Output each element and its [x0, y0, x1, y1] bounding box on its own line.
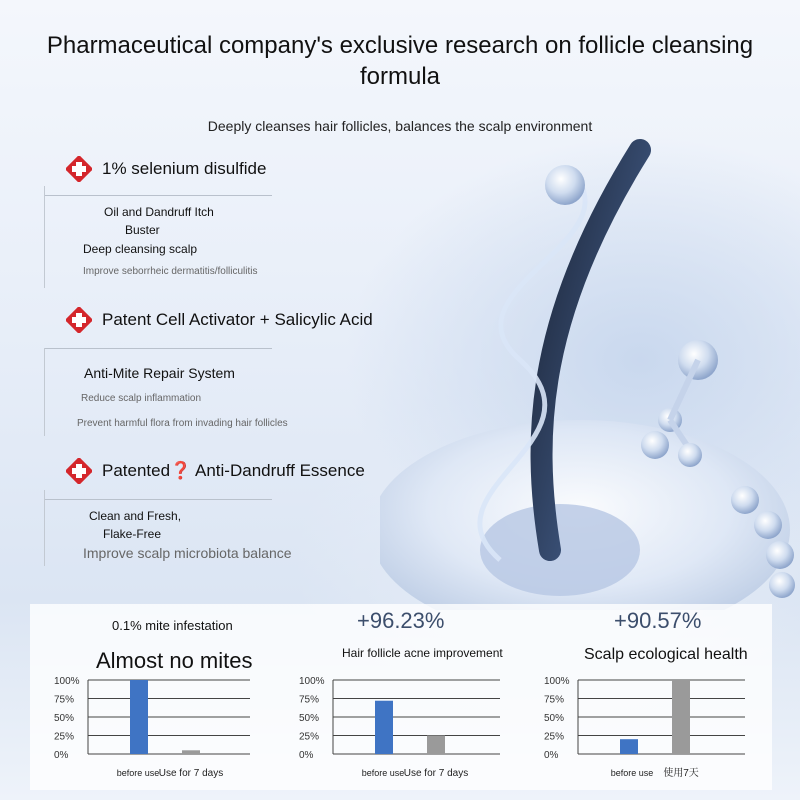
- page-subtitle: Deeply cleanses hair follicles, balances the scalp environment: [207, 118, 593, 134]
- bar-chart-mites: [50, 670, 250, 785]
- feature-heading-text: Patent Cell Activator + Salicylic Acid: [102, 310, 373, 329]
- feature-heading-anti-dandruff: [66, 458, 365, 484]
- y-tick-label: 75%: [54, 694, 75, 706]
- y-tick-label: 100%: [299, 676, 325, 687]
- divider: [44, 186, 45, 288]
- feature-heading-selenium: [66, 156, 266, 182]
- feature-heading-text: Patented❓ Anti-Dandruff Essence: [102, 461, 365, 480]
- y-tick-label: 75%: [544, 694, 565, 706]
- stat-number: +96.23%: [357, 608, 445, 633]
- feature-note: Improve seborrheic dermatitis/folliculitis: [83, 266, 258, 277]
- page-title: Pharmaceutical company's exclusive research on follicle cleansing formula: [46, 32, 754, 90]
- x-category-label: before use: [610, 768, 654, 778]
- hair-follicle-illustration: [380, 130, 800, 610]
- y-tick-label: 50%: [299, 713, 320, 724]
- y-tick-label: 50%: [54, 713, 75, 724]
- stat-top-text: 0.1% mite infestation: [112, 618, 233, 633]
- y-tick-label: 0%: [54, 750, 69, 761]
- bar-before-use: [130, 680, 148, 754]
- stat-label: Almost no mites: [96, 648, 253, 673]
- feature-line: Prevent harmful flora from invading hair follicles: [77, 418, 288, 429]
- y-tick-label: 0%: [544, 750, 559, 761]
- x-category-label: 使用7天: [663, 768, 699, 779]
- medical-cross-icon: [66, 307, 92, 333]
- y-tick-label: 25%: [54, 731, 75, 743]
- x-category-label: before use: [361, 768, 405, 778]
- divider: [44, 499, 272, 500]
- feature-line: Clean and Fresh,: [89, 509, 182, 523]
- stat-number: +90.57%: [614, 608, 702, 633]
- bar-before-use: [620, 739, 638, 754]
- feature-line: Buster: [125, 223, 160, 237]
- divider: [44, 348, 45, 436]
- feature-line: Reduce scalp inflammation: [81, 393, 202, 404]
- feature-line: Flake-Free: [103, 527, 162, 541]
- y-tick-label: 25%: [299, 731, 320, 743]
- divider: [44, 348, 272, 349]
- bar-after-use: [427, 736, 445, 755]
- y-tick-label: 100%: [544, 676, 570, 687]
- x-category-label: Use for 7 days: [403, 768, 469, 779]
- y-tick-label: 50%: [544, 713, 565, 724]
- medical-cross-icon: [66, 458, 92, 484]
- medical-cross-icon: [66, 156, 92, 182]
- bar-after-use: [182, 750, 200, 754]
- x-category-label: before use: [116, 768, 160, 778]
- bar-before-use: [375, 701, 393, 754]
- feature-heading-text: 1% selenium disulfide: [102, 159, 267, 178]
- feature-line: Improve scalp microbiota balance: [83, 545, 292, 561]
- bar-after-use: [672, 680, 690, 754]
- feature-heading-cell-activator: [66, 307, 373, 333]
- y-tick-label: 100%: [54, 676, 80, 687]
- molecule-sphere: [545, 165, 585, 205]
- y-tick-label: 0%: [299, 750, 314, 761]
- x-category-label: Use for 7 days: [158, 768, 224, 779]
- y-tick-label: 25%: [544, 731, 565, 743]
- divider: [44, 490, 45, 566]
- feature-line: Oil and Dandruff Itch: [104, 205, 214, 219]
- molecule-sphere: [641, 431, 669, 459]
- stat-label: Hair follicle acne improvement: [342, 646, 503, 660]
- bar-chart-acne: [295, 670, 505, 785]
- bar-chart-scalp-health: [540, 670, 750, 785]
- divider: [44, 195, 272, 196]
- feature-line: Anti-Mite Repair System: [84, 365, 235, 381]
- feature-line: Deep cleansing scalp: [83, 242, 198, 256]
- stat-label: Scalp ecological health: [584, 646, 748, 663]
- y-tick-label: 75%: [299, 694, 320, 706]
